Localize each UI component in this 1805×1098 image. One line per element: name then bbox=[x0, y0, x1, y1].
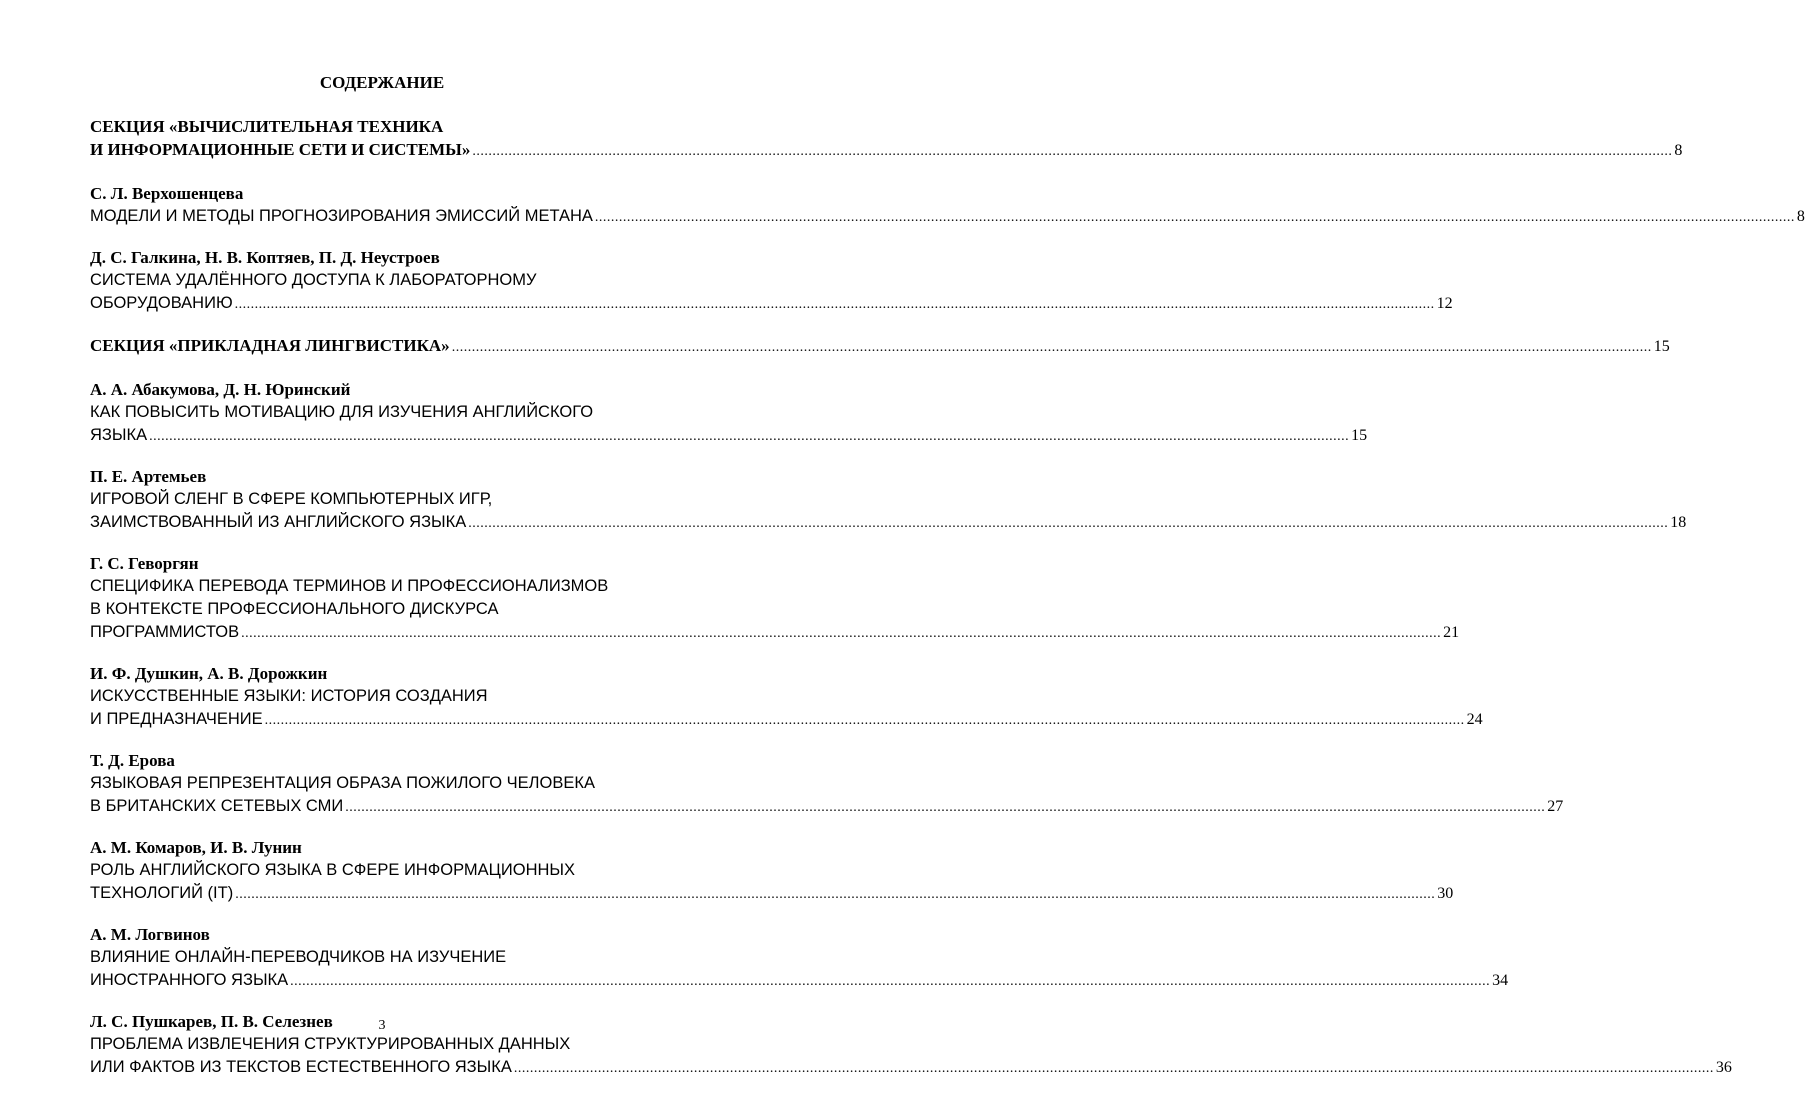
entry-title-line: СЕКЦИЯ «ВЫЧИСЛИТЕЛЬНАЯ ТЕХНИКА bbox=[90, 117, 444, 136]
toc-entry bbox=[90, 183, 1805, 229]
entry-title-text: ТЕХНОЛОГИЙ (IT) bbox=[90, 884, 234, 902]
dot-leader: ............................................................................................................................................................................................................................................................................................................ bbox=[241, 626, 1442, 641]
entry-authors: П. Е. Артемьев bbox=[90, 467, 207, 486]
entry-title-line bbox=[90, 511, 1687, 535]
dot-leader: ............................................................................................................................................................................................................................................................................................................ bbox=[235, 887, 1436, 902]
toc-entry bbox=[90, 750, 1564, 819]
entry-title-line: В КОНТЕКСТЕ ПРОФЕССИОНАЛЬНОГО ДИСКУРСА bbox=[90, 600, 499, 618]
entry-page-number: 8 bbox=[1796, 208, 1805, 225]
entry-title-line bbox=[90, 969, 1509, 993]
entry-title-text: ЗАИМСТВОВАННЫЙ ИЗ АНГЛИЙСКОГО ЯЗЫКА bbox=[90, 513, 467, 531]
entry-page-number: 27 bbox=[1547, 798, 1564, 815]
entry-authors: С. Л. Верхошенцева bbox=[90, 184, 244, 203]
entry-title-text: ОБОРУДОВАНИЮ bbox=[90, 294, 233, 312]
entry-title-line bbox=[90, 292, 1453, 316]
toc-entry bbox=[90, 247, 1453, 316]
toc-entry bbox=[90, 379, 1368, 448]
entry-page-number: 18 bbox=[1670, 514, 1687, 531]
table-of-contents bbox=[90, 115, 1805, 1098]
entry-page-number: 15 bbox=[1351, 427, 1368, 444]
entry-title-line: РОЛЬ АНГЛИЙСКОГО ЯЗЫКА В СФЕРЕ ИНФОРМАЦИОННЫХ bbox=[90, 861, 576, 879]
toc-entry bbox=[90, 466, 1687, 535]
entry-authors: А. А. Абакумова, Д. Н. Юринский bbox=[90, 380, 351, 399]
dot-leader: ............................................................................................................................................................................................................................................................................................................ bbox=[290, 974, 1491, 989]
entry-title-text: МОДЕЛИ И МЕТОДЫ ПРОГНОЗИРОВАНИЯ ЭМИССИЙ МЕТАНА bbox=[90, 207, 593, 225]
dot-leader: ............................................................................................................................................................................................................................................................................................................ bbox=[149, 429, 1350, 444]
page-title: СОДЕРЖАНИЕ bbox=[319, 73, 445, 92]
entry-title-line bbox=[90, 424, 1368, 448]
entry-title-line: ИГРОВОЙ СЛЕНГ В СФЕРЕ КОМПЬЮТЕРНЫХ ИГР, bbox=[90, 490, 493, 508]
dot-leader: ............................................................................................................................................................................................................................................................................................................ bbox=[472, 144, 1673, 159]
entry-title-text: ИЛИ ФАКТОВ ИЗ ТЕКСТОВ ЕСТЕСТВЕННОГО ЯЗЫКА bbox=[90, 1058, 512, 1076]
entry-page-number: 15 bbox=[1653, 338, 1670, 355]
toc-entry bbox=[90, 553, 1460, 645]
entry-title-line: КАК ПОВЫСИТЬ МОТИВАЦИЮ ДЛЯ ИЗУЧЕНИЯ АНГЛИЙСКОГО bbox=[90, 403, 594, 421]
entry-title-line bbox=[90, 334, 1670, 359]
entry-title-text: И ПРЕДНАЗНАЧЕНИЕ bbox=[90, 710, 263, 728]
entry-page-number: 34 bbox=[1492, 972, 1509, 989]
entry-authors: Т. Д. Ерова bbox=[90, 751, 175, 770]
entry-title-line: СПЕЦИФИКА ПЕРЕВОДА ТЕРМИНОВ И ПРОФЕССИОНАЛИЗМОВ bbox=[90, 577, 609, 595]
dot-leader: ............................................................................................................................................................................................................................................................................................................ bbox=[264, 713, 1465, 728]
entry-authors: А. М. Комаров, И. В. Лунин bbox=[90, 838, 302, 857]
entry-title-text: СЕКЦИЯ «ПРИКЛАДНАЯ ЛИНГВИСТИКА» bbox=[90, 336, 450, 355]
entry-title-line: ПРОБЛЕМА ИЗВЛЕЧЕНИЯ СТРУКТУРИРОВАННЫХ ДАННЫХ bbox=[90, 1035, 571, 1053]
entry-title-line bbox=[90, 708, 1483, 732]
toc-entry bbox=[90, 924, 1509, 993]
toc-entry bbox=[90, 837, 1454, 906]
entry-title-line bbox=[90, 882, 1454, 906]
entry-page-number: 24 bbox=[1466, 711, 1483, 728]
entry-page-number: 12 bbox=[1436, 295, 1453, 312]
toc-section bbox=[90, 334, 1670, 359]
entry-title-line bbox=[90, 795, 1564, 819]
toc-entry bbox=[90, 663, 1483, 732]
entry-title-line: ВЛИЯНИЕ ОНЛАЙН-ПЕРЕВОДЧИКОВ НА ИЗУЧЕНИЕ bbox=[90, 948, 507, 966]
entry-authors: Д. С. Галкина, Н. В. Коптяев, П. Д. Неустроев bbox=[90, 248, 440, 267]
entry-title-text: ИНОСТРАННОГО ЯЗЫКА bbox=[90, 971, 289, 989]
page-number: 3 bbox=[378, 1018, 386, 1033]
entry-authors: А. М. Логвинов bbox=[90, 925, 210, 944]
dot-leader: ............................................................................................................................................................................................................................................................................................................ bbox=[468, 516, 1669, 531]
dot-leader: ............................................................................................................................................................................................................................................................................................................ bbox=[513, 1061, 1714, 1076]
entry-page-number: 21 bbox=[1443, 624, 1460, 641]
entry-title-text: В БРИТАНСКИХ СЕТЕВЫХ СМИ bbox=[90, 797, 344, 815]
entry-page-number: 8 bbox=[1674, 142, 1683, 159]
entry-authors: И. Ф. Душкин, А. В. Дорожкин bbox=[90, 664, 328, 683]
entry-title-line bbox=[90, 1056, 1732, 1080]
entry-authors: Г. С. Геворгян bbox=[90, 554, 199, 573]
dot-leader: ............................................................................................................................................................................................................................................................................................................ bbox=[594, 210, 1795, 225]
dot-leader: ............................................................................................................................................................................................................................................................................................................ bbox=[234, 297, 1435, 312]
entry-title-line: ИСКУССТВЕННЫЕ ЯЗЫКИ: ИСТОРИЯ СОЗДАНИЯ bbox=[90, 687, 488, 705]
entry-title-line bbox=[90, 138, 1683, 163]
entry-authors: Л. С. Пушкарев, П. В. Селезнев bbox=[90, 1012, 333, 1031]
entry-title-line bbox=[90, 205, 1805, 229]
entry-title-text: ПРОГРАММИСТОВ bbox=[90, 623, 240, 641]
dot-leader: ............................................................................................................................................................................................................................................................................................................ bbox=[451, 340, 1652, 355]
entry-title-line: ЯЗЫКОВАЯ РЕПРЕЗЕНТАЦИЯ ОБРАЗА ПОЖИЛОГО ЧЕЛОВЕКА bbox=[90, 774, 595, 792]
dot-leader: ............................................................................................................................................................................................................................................................................................................ bbox=[345, 800, 1546, 815]
entry-title-line: СИСТЕМА УДАЛЁННОГО ДОСТУПА К ЛАБОРАТОРНОМУ bbox=[90, 271, 537, 289]
entry-title-text: ЯЗЫКА bbox=[90, 426, 148, 444]
entry-page-number: 30 bbox=[1437, 885, 1454, 902]
entry-page-number: 36 bbox=[1715, 1059, 1732, 1076]
entry-title-line bbox=[90, 621, 1460, 645]
toc-section bbox=[90, 115, 1683, 163]
entry-title-text: И ИНФОРМАЦИОННЫЕ СЕТИ И СИСТЕМЫ» bbox=[90, 140, 471, 159]
